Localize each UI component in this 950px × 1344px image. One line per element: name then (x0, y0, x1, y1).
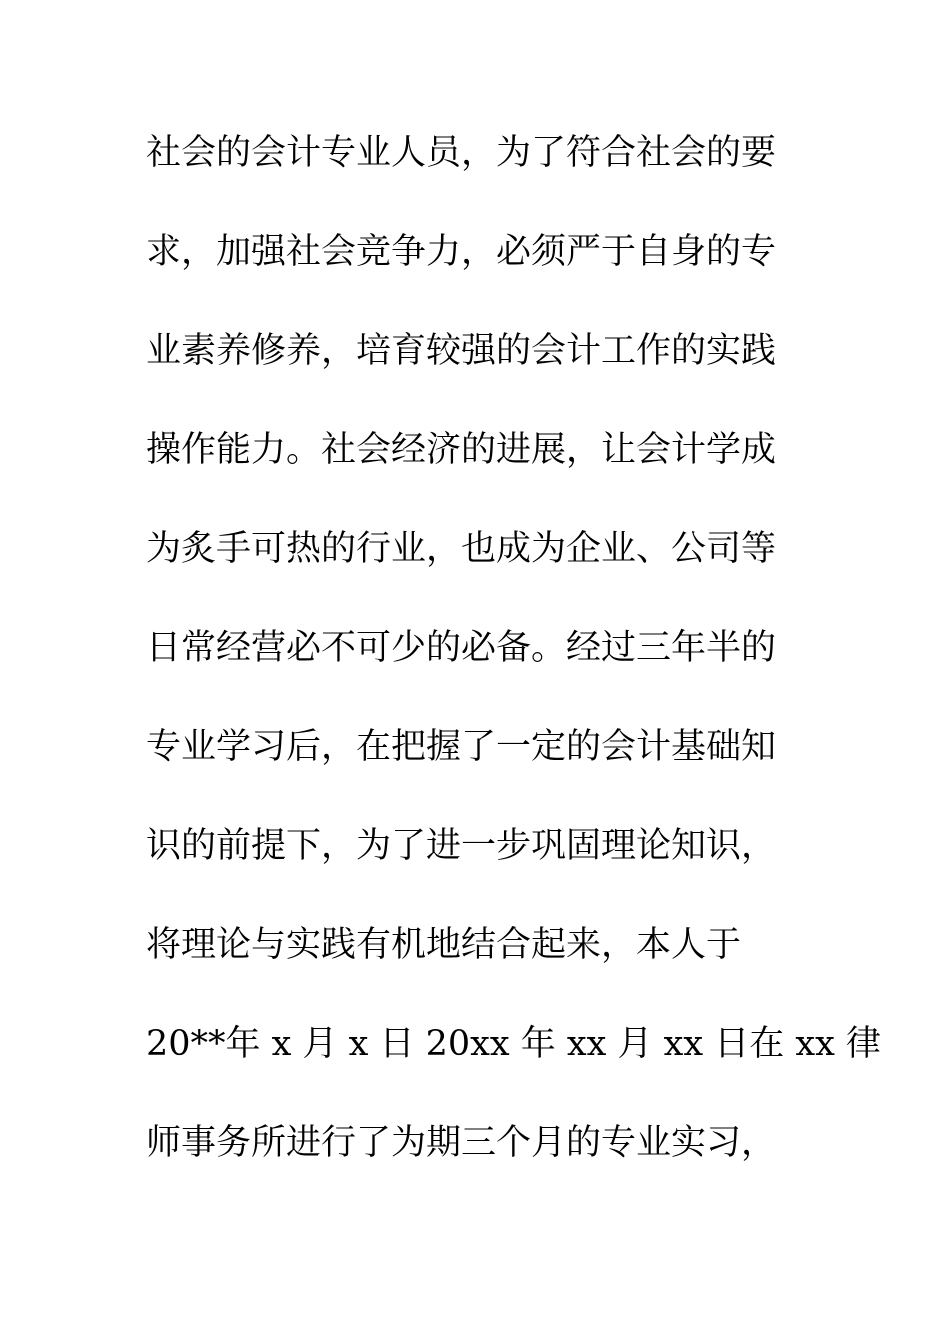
text-line: 业素养修养，培育较强的会计工作的实践 (146, 331, 777, 371)
text-line: 为炙手可热的行业，也成为企业、公司等 (146, 529, 777, 569)
text-line: 日常经营必不可少的必备。经过三年半的 (146, 628, 777, 668)
text-line: 求，加强社会竞争力，必须严于自身的专 (146, 232, 777, 272)
text-line: 师事务所进行了为期三个月的专业实习， (146, 1123, 777, 1163)
text-line: 20**年 x 月 x 日 20xx 年 xx 月 xx 日在 xx 律 (146, 1024, 881, 1064)
text-line: 操作能力。社会经济的进展，让会计学成 (146, 430, 777, 470)
text-line: 将理论与实践有机地结合起来，本人于 (146, 925, 742, 965)
text-line: 识的前提下，为了进一步巩固理论知识， (146, 826, 777, 866)
text-line: 专业学习后，在把握了一定的会计基础知 (146, 727, 777, 767)
text-line: 社会的会计专业人员，为了符合社会的要 (146, 133, 777, 173)
body-paragraph (146, 123, 881, 1212)
